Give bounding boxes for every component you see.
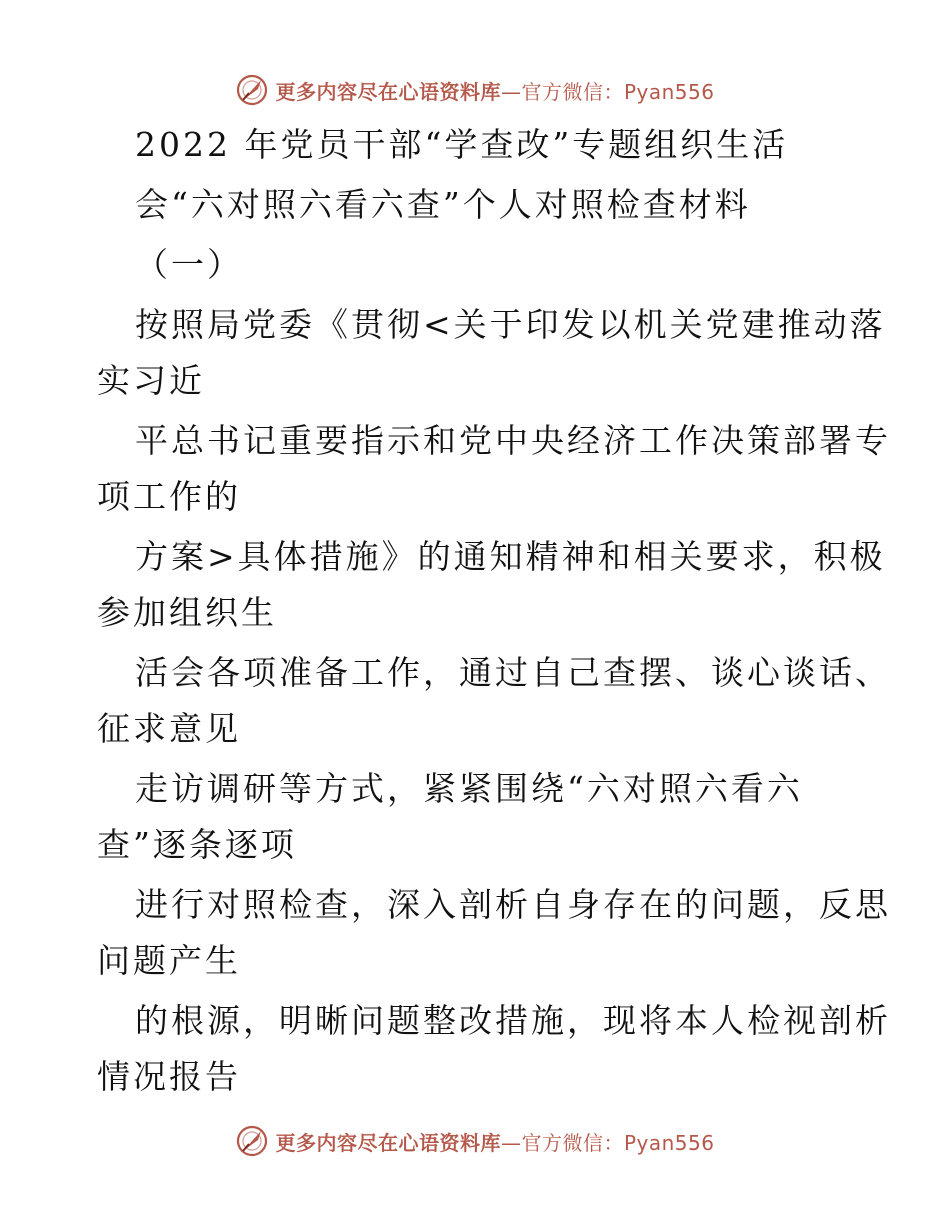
watermark-brand: 更多内容尽在心语资料库 bbox=[275, 1130, 501, 1155]
watermark-content bbox=[235, 1124, 714, 1158]
paragraph-line: 参加组织生 bbox=[97, 593, 277, 632]
watermark-banner-bottom bbox=[0, 1121, 950, 1161]
watermark-brand: 更多内容尽在心语资料库 bbox=[275, 79, 501, 104]
watermark-text bbox=[275, 1127, 714, 1156]
paragraph-line: 征求意见 bbox=[97, 709, 241, 748]
paragraph-line: 问题产生 bbox=[97, 941, 241, 980]
paragraph-line: 平总书记重要指示和党中央经济工作决策部署专 bbox=[135, 421, 891, 460]
title-line-2: 会“六对照六看六查”个人对照检查材料 bbox=[135, 185, 751, 224]
title-line-1: 2022 年党员干部“学查改”专题组织生活 bbox=[135, 125, 789, 164]
watermark-banner-top bbox=[0, 70, 950, 110]
watermark-separator: — bbox=[500, 1130, 522, 1155]
paragraph-line: 查”逐条逐项 bbox=[97, 825, 297, 864]
paragraph-line: 走访调研等方式，紧紧围绕“六对照六看六 bbox=[135, 769, 803, 808]
paragraph-line: 情况报告 bbox=[97, 1057, 241, 1096]
paragraph-line: 进行对照检查，深入剖析自身存在的问题，反思 bbox=[135, 885, 891, 924]
watermark-wechat: 官方微信：Pyan556 bbox=[521, 1130, 715, 1155]
paragraph-line: 活会各项准备工作，通过自己查摆、谈心谈话、 bbox=[135, 653, 891, 692]
watermark-separator: — bbox=[500, 79, 522, 104]
paragraph-line: 项工作的 bbox=[97, 477, 241, 516]
paragraph-line: 方案>具体措施》的通知精神和相关要求，积极 bbox=[135, 537, 886, 576]
paragraph-line: 实习近 bbox=[97, 361, 205, 400]
paragraph-line: 按照局党委《贯彻<关于印发以机关党建推动落 bbox=[135, 305, 886, 344]
watermark-content bbox=[235, 73, 714, 107]
quill-logo-icon bbox=[235, 1124, 269, 1158]
quill-logo-icon bbox=[235, 73, 269, 107]
title-line-3: （一） bbox=[135, 245, 243, 284]
watermark-text bbox=[275, 76, 714, 105]
watermark-wechat: 官方微信：Pyan556 bbox=[521, 79, 715, 104]
paragraph-line: 的根源，明晰问题整改措施，现将本人检视剖析 bbox=[135, 1001, 891, 1040]
